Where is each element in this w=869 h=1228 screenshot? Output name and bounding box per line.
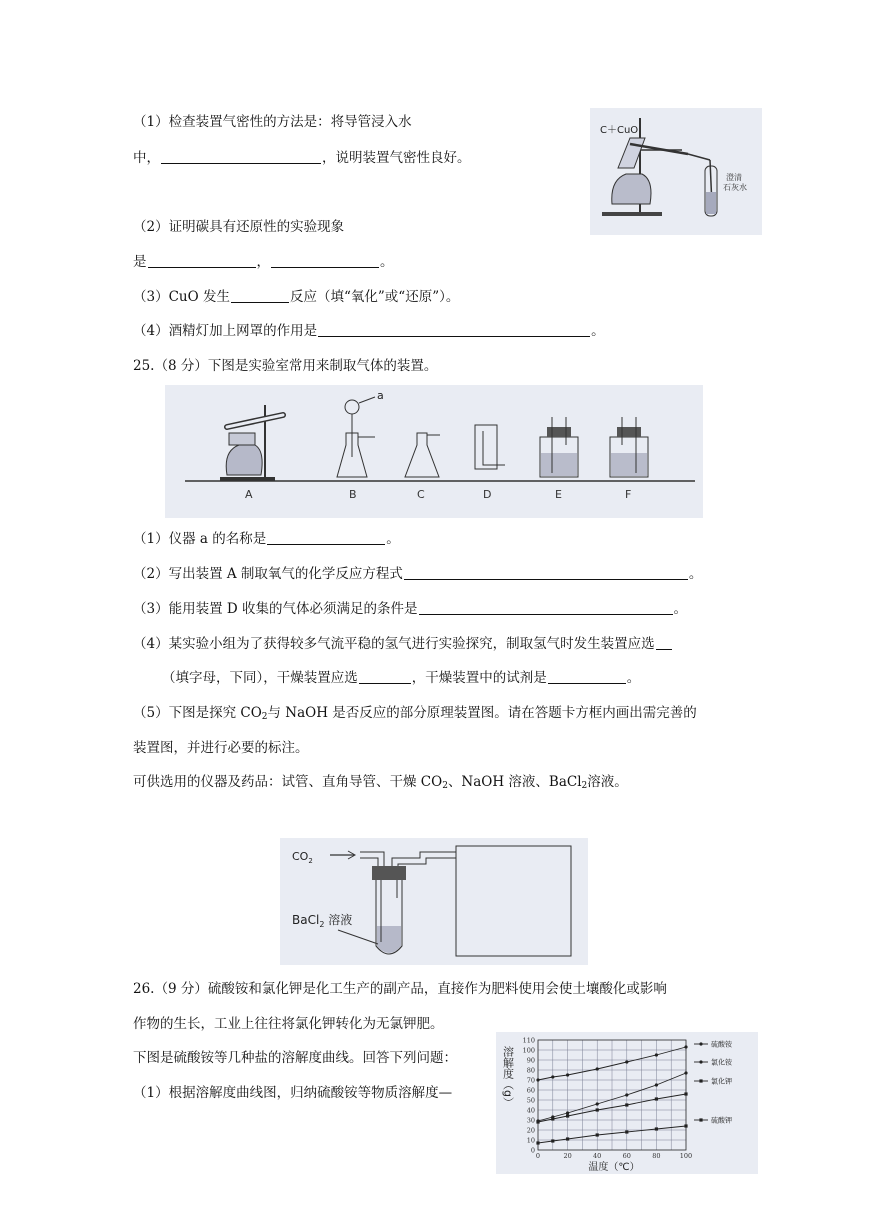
q25-part5-line2: 装置图，并进行必要的标注。	[133, 740, 309, 756]
data-point	[655, 1127, 658, 1130]
data-point	[596, 1133, 599, 1136]
data-point	[655, 1083, 658, 1086]
y-tick-label: 90	[526, 1056, 535, 1065]
q26-intro: 下图是硫酸铵等几种盐的溶解度曲线。回答下列问题：	[133, 1050, 457, 1066]
solubility-curve-chart	[496, 1032, 758, 1174]
q24-part2-line2: 是 ， 。	[133, 254, 394, 270]
figure-co2-naoh-apparatus	[280, 838, 588, 965]
data-point	[625, 1093, 628, 1096]
answer-blank[interactable]	[548, 669, 626, 684]
data-point	[596, 1108, 599, 1111]
data-point	[551, 1117, 554, 1120]
data-point	[536, 1078, 539, 1081]
apparatus-letter-f: F	[625, 488, 632, 501]
q24-part2-line1: （2）证明碳具有还原性的实验现象	[133, 219, 345, 235]
data-point	[684, 1071, 687, 1074]
data-point	[551, 1075, 554, 1078]
legend-entry: 氯化钾	[711, 1077, 732, 1086]
answer-blank[interactable]	[318, 322, 590, 337]
x-tick-label: 60	[622, 1152, 631, 1160]
chart-ylabel: 溶解度（g）	[501, 1046, 515, 1108]
apparatus-letter-a: A	[245, 488, 253, 501]
figure-label-limewater-2: 石灰水	[723, 183, 747, 192]
data-point	[625, 1060, 628, 1063]
figure-carbon-reduction-apparatus	[590, 108, 762, 235]
y-tick-label: 70	[526, 1076, 535, 1085]
data-point	[625, 1103, 628, 1106]
figure-label-bacl2-solution: BaCl$_2$ 溶液	[292, 913, 353, 929]
data-point	[566, 1111, 569, 1114]
legend-marker	[699, 1118, 702, 1121]
figure-gas-apparatus-a-to-f	[165, 385, 703, 518]
data-point	[566, 1114, 569, 1117]
q25-part4-line2: （填字母，下同），干燥装置应选 ，干燥装置中的试剂是 。	[162, 670, 641, 686]
data-point	[566, 1073, 569, 1076]
data-point	[551, 1139, 554, 1142]
y-tick-label: 0	[530, 1146, 535, 1155]
y-tick-label: 50	[526, 1096, 535, 1105]
x-tick-label: 20	[563, 1152, 572, 1160]
data-point	[536, 1141, 539, 1144]
legend-entry: 氯化铵	[711, 1058, 732, 1067]
data-point	[566, 1137, 569, 1140]
q26-part1: （1）根据溶解度曲线图，归纳硫酸铵等物质溶解度—	[133, 1085, 453, 1101]
answer-blank[interactable]	[271, 253, 379, 268]
solubility-chart-svg	[496, 1032, 758, 1174]
x-tick-label: 100	[679, 1152, 693, 1160]
data-point	[596, 1102, 599, 1105]
q24-part1-line1: （1）检查装置气密性的方法是：将导管浸入水	[133, 114, 412, 130]
chart-xlabel: 温度（℃）	[588, 1162, 640, 1173]
legend-entry: 硫酸铵	[711, 1040, 732, 1049]
answer-blank[interactable]	[656, 635, 672, 650]
q26-heading-line2: 作物的生长，工业上往往将氯化钾转化为无氯钾肥。	[133, 1016, 444, 1032]
answer-blank[interactable]	[231, 288, 289, 303]
data-point	[596, 1067, 599, 1070]
apparatus-letter-e: E	[555, 488, 562, 501]
y-tick-label: 100	[522, 1046, 535, 1055]
figure-label-limewater-1: 澄清	[726, 173, 742, 182]
legend-entry: 硫酸钾	[711, 1116, 732, 1125]
q25-part5-line3: 可供选用的仪器及药品：试管、直角导管、干燥 $CO_2$、NaOH 溶液、BaCl$_2$溶液。	[133, 774, 628, 791]
y-tick-label: 40	[526, 1106, 535, 1115]
legend-marker	[699, 1079, 702, 1082]
legend-marker	[699, 1042, 702, 1045]
y-tick-label: 60	[526, 1086, 535, 1095]
y-tick-label: 20	[526, 1126, 535, 1135]
answer-blank[interactable]	[267, 530, 385, 545]
q26-heading-line1: 26.（9 分）硫酸铵和氯化钾是化工生产的副产品，直接作为肥料使用会使土壤酸化或影响	[133, 981, 667, 997]
legend-marker	[699, 1060, 702, 1063]
figure-label-co2: $CO_2$	[292, 850, 313, 865]
data-point	[536, 1120, 539, 1123]
figure-label-reactants: C＋CuO	[600, 125, 639, 136]
answer-blank[interactable]	[148, 253, 256, 268]
q25-part2: （2）写出装置 A 制取氧气的化学反应方程式 。	[133, 566, 703, 582]
x-tick-label: 0	[535, 1152, 541, 1160]
answer-blank[interactable]	[161, 149, 321, 164]
q25-part5-line1: （5）下图是探究 $CO_2$与 NaOH 是否反应的部分原理装置图。请在答题卡方框内画出需完善的	[133, 705, 697, 722]
q25-part3: （3）能用装置 D 收集的气体必须满足的条件是 。	[133, 601, 687, 617]
y-tick-label: 110	[522, 1036, 535, 1045]
data-point	[625, 1130, 628, 1133]
data-point	[655, 1097, 658, 1100]
q24-part4: （4）酒精灯加上网罩的作用是 。	[133, 323, 605, 339]
data-point	[684, 1124, 687, 1127]
q25-part1: （1）仪器 a 的名称是 。	[133, 531, 400, 547]
answer-blank[interactable]	[404, 565, 688, 580]
apparatus-label-a: a	[377, 389, 384, 402]
data-point	[684, 1045, 687, 1048]
apparatus-letter-b: B	[349, 488, 357, 501]
answer-blank[interactable]	[419, 600, 673, 615]
q25-part4-line1: （4）某实验小组为了获得较多气流平稳的氢气进行实验探究，制取氢气时发生装置应选	[133, 635, 673, 653]
y-tick-label: 10	[526, 1136, 535, 1145]
data-point	[684, 1092, 687, 1095]
q24-part1-line2: 中， ，说明装置气密性良好。	[133, 150, 471, 166]
data-point	[655, 1053, 658, 1056]
x-tick-label: 40	[593, 1152, 602, 1160]
apparatus-letter-d: D	[483, 488, 492, 501]
q25-heading: 25.（8 分）下图是实验室常用来制取气体的装置。	[133, 358, 438, 374]
apparatus-letter-c: C	[417, 488, 425, 501]
y-tick-label: 30	[526, 1116, 535, 1125]
y-tick-label: 80	[526, 1066, 535, 1075]
x-tick-label: 80	[652, 1152, 661, 1160]
q24-part3: （3）CuO 发生 反应（填“氧化”或“还原”）。	[133, 289, 460, 305]
answer-blank[interactable]	[359, 669, 411, 684]
